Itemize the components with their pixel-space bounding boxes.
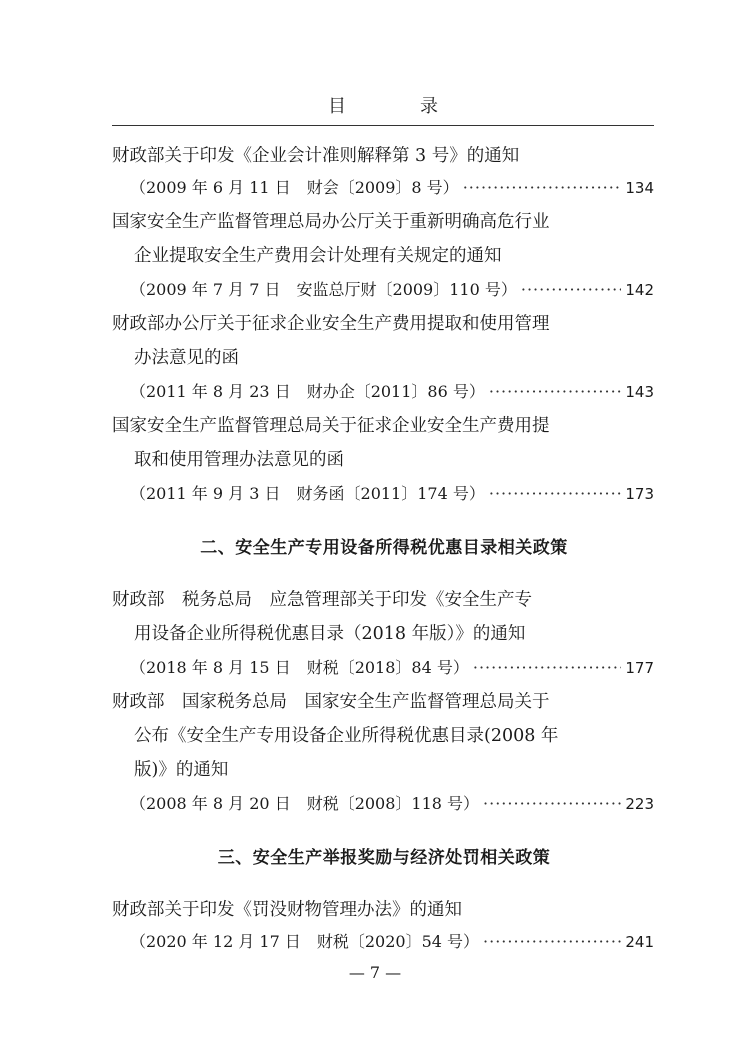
- toc-entry-title-cont: 办法意见的函: [134, 348, 239, 368]
- leader-dots: [483, 792, 621, 816]
- page-ref: 142: [625, 281, 654, 299]
- citation-text: （2011 年 9 月 3 日 财务函〔2011〕174 号）: [130, 484, 485, 503]
- leader-dots: [473, 656, 622, 680]
- toc-entry-citation: [130, 176, 654, 200]
- toc-entry-citation: [130, 278, 654, 302]
- citation-text: （2011 年 8 月 23 日 财办企〔2011〕86 号）: [130, 382, 485, 401]
- toc-entry-title: 财政部办公厅关于征求企业安全生产费用提取和使用管理: [112, 314, 550, 334]
- header-rule: [112, 125, 654, 126]
- page-ref: 143: [625, 383, 654, 401]
- section-heading: 三、安全生产举报奖励与经济处罚相关政策: [217, 848, 551, 868]
- toc-entry-title: 财政部关于印发《企业会计准则解释第 3 号》的通知: [112, 146, 520, 166]
- citation-text: （2018 年 8 月 15 日 财税〔2018〕84 号）: [130, 658, 469, 677]
- citation-text: （2009 年 6 月 11 日 财会〔2009〕8 号）: [130, 178, 459, 197]
- page-ref: 134: [625, 179, 654, 197]
- section-heading: 二、安全生产专用设备所得税优惠目录相关政策: [200, 538, 568, 558]
- leader-dots: [489, 482, 622, 506]
- citation-text: （2008 年 8 月 20 日 财税〔2008〕118 号）: [130, 794, 480, 813]
- toc-entry-title: 财政部 税务总局 应急管理部关于印发《安全生产专: [112, 590, 532, 610]
- toc-entry-title-cont: 企业提取安全生产费用会计处理有关规定的通知: [134, 246, 502, 266]
- toc-entry-title-cont: 取和使用管理办法意见的函: [134, 450, 344, 470]
- toc-entry-citation: [130, 656, 654, 680]
- toc-entry-citation: [130, 792, 654, 816]
- page-ref: 177: [625, 659, 654, 677]
- page-ref: 241: [625, 933, 654, 951]
- page-number: — 7 —: [348, 963, 402, 982]
- citation-text: （2009 年 7 月 7 日 安监总厅财〔2009〕110 号）: [130, 280, 517, 299]
- leader-dots: [521, 278, 622, 302]
- toc-entry-title: 国家安全生产监督管理总局关于征求企业安全生产费用提: [112, 416, 550, 436]
- toc-entry-citation: [130, 380, 654, 404]
- toc-entry-title: 财政部关于印发《罚没财物管理办法》的通知: [112, 900, 462, 920]
- page-ref: 223: [625, 795, 654, 813]
- toc-entry-citation: [130, 482, 654, 506]
- toc-entry-title: 财政部 国家税务总局 国家安全生产监督管理总局关于: [112, 692, 550, 712]
- leader-dots: [483, 930, 621, 954]
- page-ref: 173: [625, 485, 654, 503]
- leader-dots: [489, 380, 622, 404]
- citation-text: （2020 年 12 月 17 日 财税〔2020〕54 号）: [130, 932, 480, 951]
- toc-entry-citation: [130, 930, 654, 954]
- toc-entry-title-cont: 版)》的通知: [134, 760, 229, 780]
- running-head: 目 录: [328, 96, 466, 117]
- toc-entry-title-cont: 用设备企业所得税优惠目录（2018 年版）》的通知: [134, 624, 526, 644]
- toc-entry-title: 国家安全生产监督管理总局办公厅关于重新明确高危行业: [112, 212, 550, 232]
- leader-dots: [463, 176, 622, 200]
- toc-entry-title-cont: 公布《安全生产专用设备企业所得税优惠目录(2008 年: [134, 726, 559, 746]
